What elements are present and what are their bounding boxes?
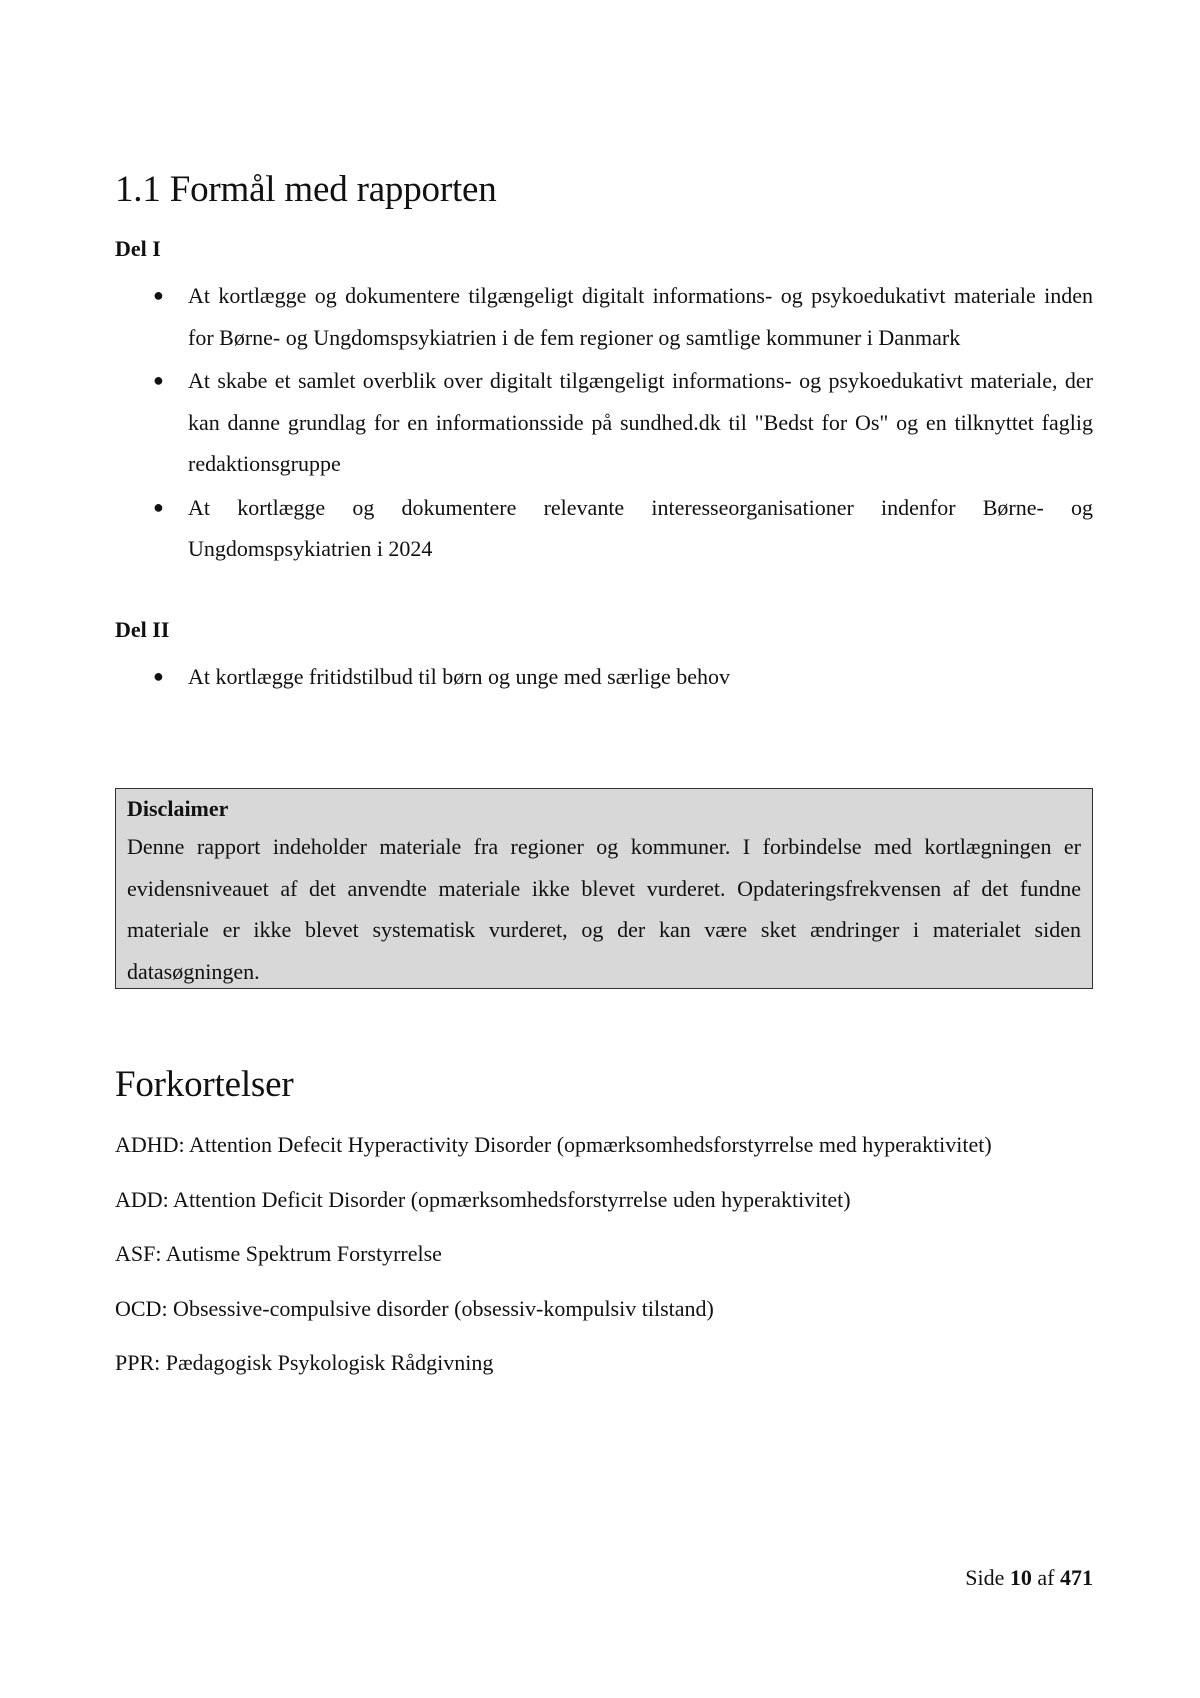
list-item xyxy=(115,275,1093,358)
bullet-icon: ● xyxy=(153,666,164,686)
page-number-separator: af xyxy=(1037,1565,1055,1590)
abbreviation-item: ADHD: Attention Defecit Hyperactivity Disorder (opmærksomhedsforstyrrelse med hyperaktivitet) xyxy=(115,1132,992,1157)
list-item-text: At kortlægge og dokumentere relevante interesseorganisationer indenfor Børne- og Ungdomspsykiatrien i 2024 xyxy=(188,494,1093,561)
abbreviation-item: ADD: Attention Deficit Disorder (opmærksomhedsforstyrrelse uden hyperaktivitet) xyxy=(115,1186,851,1212)
disclaimer-box xyxy=(115,788,1093,989)
part1-bullet-list xyxy=(115,275,1093,572)
list-item xyxy=(115,656,1093,698)
bullet-icon: ● xyxy=(153,285,164,305)
list-item-text: At skabe et samlet overblik over digitalt tilgængeligt informations- og psykoedukativt materiale, der kan danne grundlag for en informationsside på sundhed.dk til "Bedst for Os" og en tilknyttet faglig redaktionsgruppe xyxy=(188,368,1093,476)
total-page-count: 471 xyxy=(1060,1565,1093,1590)
list-item xyxy=(115,360,1093,485)
abbreviation-item: OCD: Obsessive-compulsive disorder (obsessiv-kompulsiv tilstand) xyxy=(115,1295,714,1321)
abbreviation-item: ASF: Autisme Spektrum Forstyrrelse xyxy=(115,1241,442,1266)
current-page-number: 10 xyxy=(1009,1565,1032,1590)
bullet-icon: ● xyxy=(153,370,164,390)
abbreviations-list xyxy=(115,1130,1093,1403)
page-number-prefix: Side xyxy=(965,1565,1005,1590)
page-number xyxy=(965,1565,1093,1591)
abbreviation-item: PPR: Pædagogisk Psykologisk Rådgivning xyxy=(115,1350,494,1375)
list-item-text: At kortlægge fritidstilbud til børn og unge med særlige behov xyxy=(188,664,730,689)
abbreviations-title: Forkortelser xyxy=(115,1064,294,1105)
disclaimer-body: Denne rapport indeholder materiale fra regioner og kommuner. I forbindelse med kortlægningen er evidensniveauet af det anvendte materiale ikke blevet vurderet. Opdateringsfrekvensen af det fundne materiale er ikke blevet systematisk vurderet, og der kan være sket ændringer i materialet siden datasøgningen. xyxy=(127,834,1081,984)
disclaimer-title: Disclaimer xyxy=(127,796,229,821)
part2-heading: Del II xyxy=(115,617,170,642)
part2-bullet-list xyxy=(115,656,1093,700)
bullet-icon: ● xyxy=(153,496,164,517)
list-item-text: At kortlægge og dokumentere tilgængeligt digitalt informations- og psykoedukativt materiale inden for Børne- og Ungdomspsykiatrien i de fem regioner og samtlige kommuner i Danmark xyxy=(188,283,1093,350)
document-page xyxy=(115,0,1093,1698)
part1-heading: Del I xyxy=(115,236,161,261)
section-title: 1.1 Formål med rapporten xyxy=(115,169,497,210)
list-item xyxy=(115,487,1093,570)
